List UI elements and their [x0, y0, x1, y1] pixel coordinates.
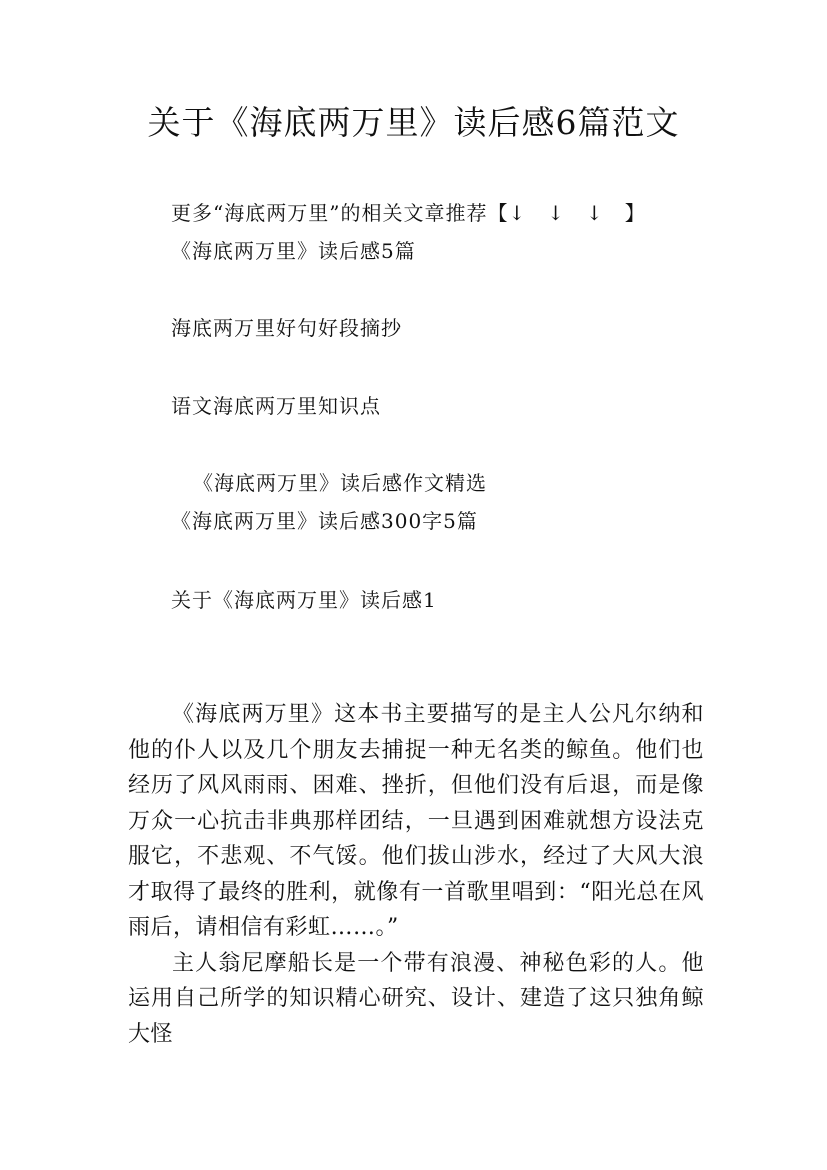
article-link[interactable]: 《海底两万里》读后感300字5篇 — [171, 509, 478, 533]
section-heading: 关于《海底两万里》读后感1 — [171, 588, 437, 612]
article-link[interactable]: 《海底两万里》读后感5篇 — [171, 239, 416, 263]
paragraph: 《海底两万里》这本书主要描写的是主人公凡尔纳和他的仆人以及几个朋友去捕捉一种无名类的鲸鱼。他们也经历了风风雨雨、困难、挫折，但他们没有后退，而是像万众一心抗击非典那样团结，一旦遇到困难就想方设法克服它，不悲观、不气馁。他们拔山涉水，经过了大风大浪才取得了最终的胜利，就像有一首歌里唱到：“阳光总在风雨后，请相信有彩虹……。” — [128, 702, 704, 940]
article-link[interactable]: 海底两万里好句好段摘抄 — [171, 316, 402, 340]
article-link[interactable]: 《海底两万里》读后感作文精选 — [193, 471, 487, 495]
paragraph: 主人翁尼摩船长是一个带有浪漫、神秘色彩的人。他运用自己所学的知识精心研究、设计、建造了这只独角鲸大怪 — [128, 950, 704, 1047]
document-title: 关于《海底两万里》读后感6篇范文 — [147, 103, 680, 142]
body-text — [128, 697, 704, 1052]
recommend-line: 更多“海底两万里”的相关文章推荐【↓ ↓ ↓ 】 — [171, 201, 646, 225]
article-link[interactable]: 语文海底两万里知识点 — [171, 394, 381, 418]
